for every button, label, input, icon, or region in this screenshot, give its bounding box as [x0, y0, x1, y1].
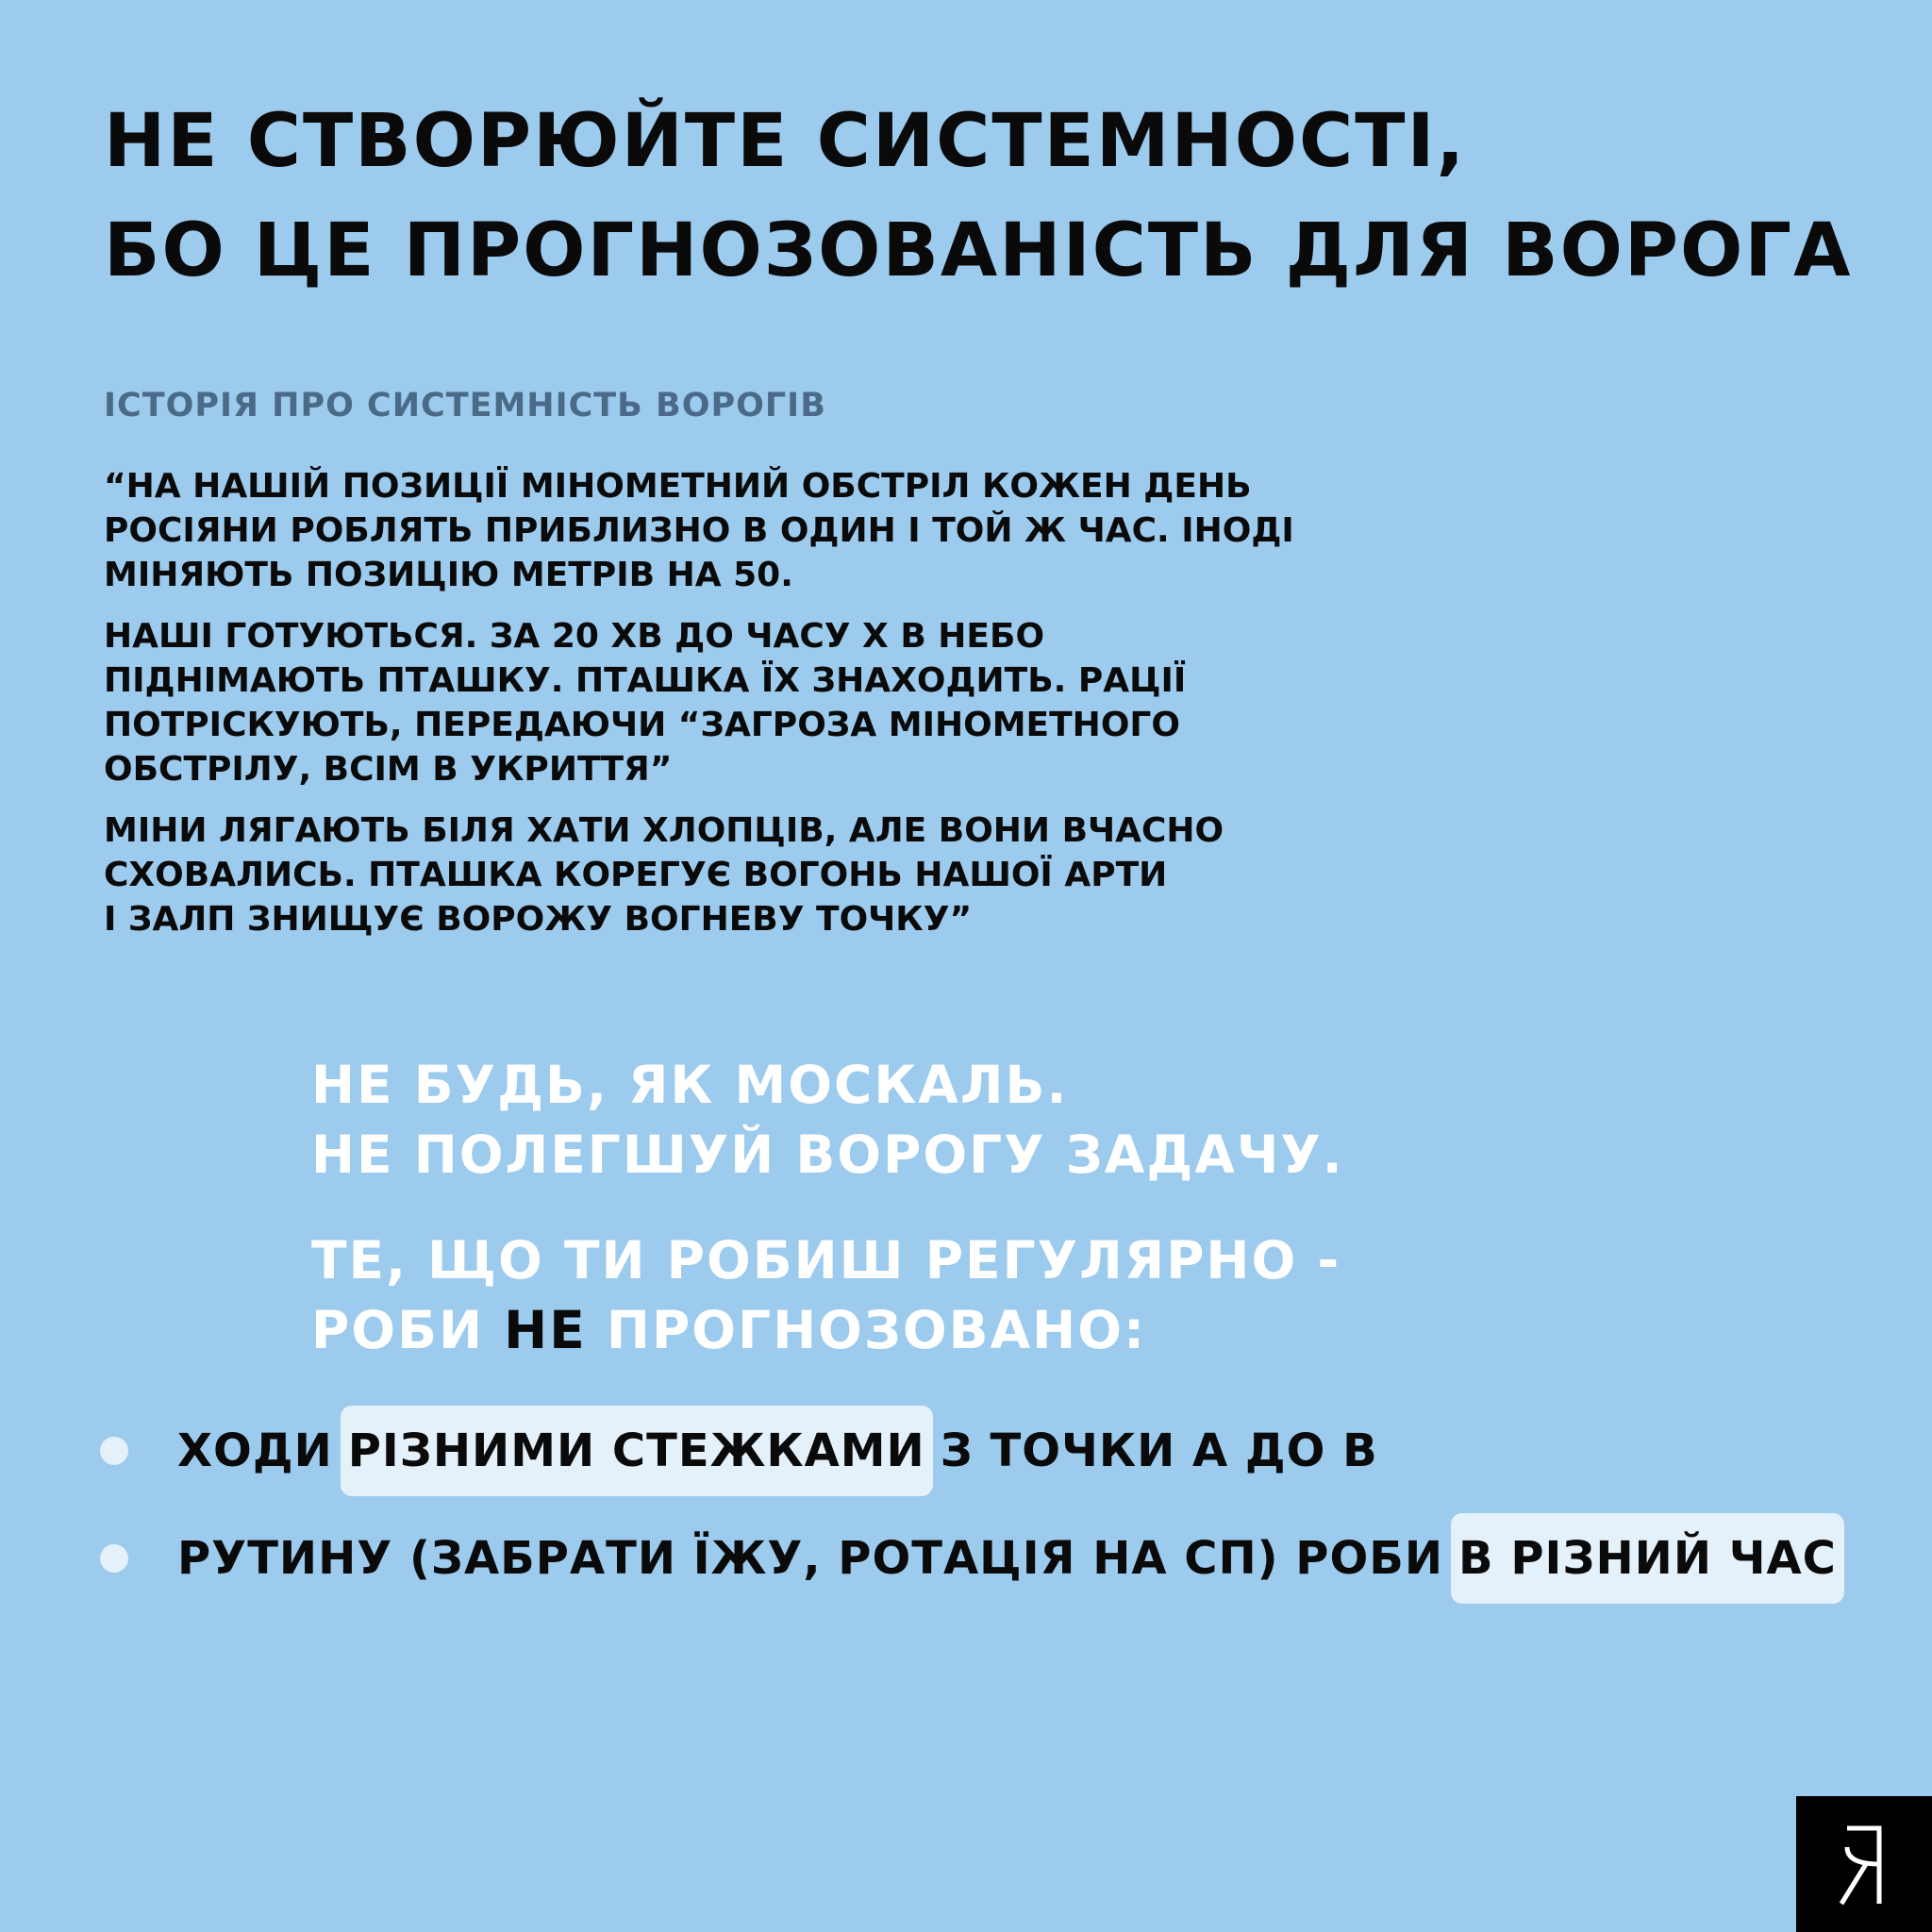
story-line: “НА НАШІЙ ПОЗИЦІЇ МІНОМЕТНИЙ ОБСТРІЛ КОЖЕН ДЕНЬ	[104, 467, 1252, 506]
tips-list	[100, 1406, 1852, 1621]
page-title	[104, 87, 1852, 306]
story-line: СХОВАЛИСЬ. ПТАШКА КОРЕГУЄ ВОГОНЬ НАШОЇ АРТИ	[104, 856, 1168, 894]
callout-line: НЕ БУДЬ, ЯК МОСКАЛЬ.	[311, 1055, 1069, 1115]
ya-glyph-icon	[1826, 1819, 1902, 1909]
ya-logo-icon	[1796, 1796, 1932, 1932]
callout-text: ПРОГНОЗОВАНО:	[586, 1300, 1146, 1360]
callout-line: ТЕ, ЩО ТИ РОБИШ РЕГУЛЯРНО -	[311, 1230, 1341, 1291]
callout-text: РОБИ	[311, 1300, 505, 1360]
callout-line	[311, 1295, 1344, 1365]
story-line: ПІДНІМАЮТЬ ПТАШКУ. ПТАШКА ЇХ ЗНАХОДИТЬ. РАЦІЇ	[104, 661, 1187, 700]
bullet-dot-icon	[100, 1544, 128, 1573]
story-line: І ЗАЛП ЗНИЩУЄ ВОРОЖУ ВОГНЕВУ ТОЧКУ”	[104, 900, 973, 939]
story-line: ОБСТРІЛУ, ВСІМ В УКРИТТЯ”	[104, 750, 673, 789]
story-text	[104, 447, 1406, 958]
story-line: РОСІЯНИ РОБЛЯТЬ ПРИБЛИЗНО В ОДИН І ТОЙ Ж ЧАС. ІНОДІ	[104, 511, 1294, 550]
tip-text: З ТОЧКИ А ДО В	[940, 1424, 1378, 1477]
list-item	[100, 1513, 1852, 1604]
story-line: МІНЯЮТЬ ПОЗИЦІЮ МЕТРІВ НА 50.	[104, 556, 793, 594]
tip-highlight: РІЗНИМИ СТЕЖКАМИ	[341, 1406, 933, 1496]
title-line-2: БО ЦЕ ПРОГНОЗОВАНІСТЬ ДЛЯ ВОРОГА	[104, 208, 1853, 293]
callout-emphasis: НЕ	[504, 1300, 587, 1360]
story-line: ПОТРІСКУЮТЬ, ПЕРЕДАЮЧИ “ЗАГРОЗА МІНОМЕТНОГО	[104, 706, 1180, 744]
story-line: МІНИ ЛЯГАЮТЬ БІЛЯ ХАТИ ХЛОПЦІВ, АЛЕ ВОНИ ВЧАСНО	[104, 811, 1224, 850]
list-item	[100, 1406, 1852, 1496]
tip-text: ХОДИ	[177, 1424, 333, 1477]
tip-text: РУТИНУ (ЗАБРАТИ ЇЖУ, РОТАЦІЯ НА СП) РОБИ	[177, 1532, 1444, 1585]
callout-line: НЕ ПОЛЕГШУЙ ВОРОГУ ЗАДАЧУ.	[311, 1124, 1344, 1185]
bullet-dot-icon	[100, 1437, 128, 1465]
title-line-1: НЕ СТВОРЮЙТЕ СИСТЕМНОСТІ,	[104, 99, 1467, 184]
story-subtitle: ІСТОРІЯ ПРО СИСТЕМНІСТЬ ВОРОГІВ	[104, 387, 826, 425]
story-line: НАШІ ГОТУЮТЬСЯ. ЗА 20 ХВ ДО ЧАСУ Х В НЕБО	[104, 617, 1045, 656]
callout-block	[311, 1014, 1344, 1401]
tip-highlight: В РІЗНИЙ ЧАС	[1451, 1513, 1844, 1604]
